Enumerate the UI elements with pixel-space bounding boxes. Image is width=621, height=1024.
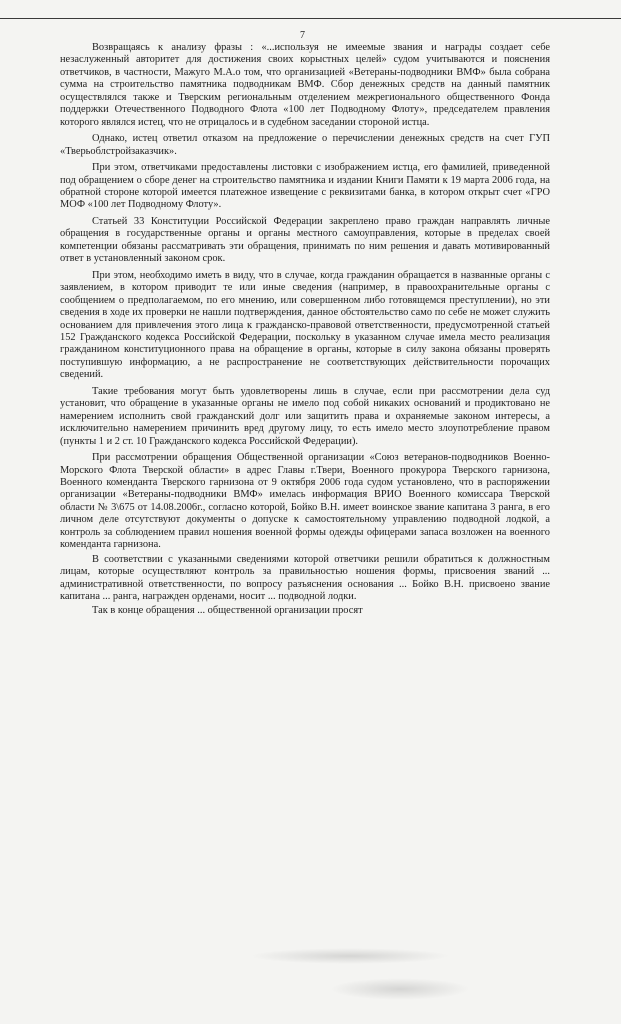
scan-smudge (250, 948, 450, 964)
page-number: 7 (300, 30, 305, 41)
document-body (60, 42, 550, 620)
paragraph-requirements: Такие требования могут быть удовлетворены лишь в случае, если при рассмотрении дела суд установит, что обращение в указанные органы не имело под собой никаких оснований и продиктовано не намерением исполнить свой гражданский долг или защитить права и охраняемые законом интересы, а исключительно намерением причинить вред другому лицу, то есть имело место злоупотребление правом (пункты 1 и 2 ст. 10 Гражданского кодекса Российской Федерации). (60, 385, 550, 447)
paragraph-phrase-analysis: Возвращаясь к анализу фразы : «...используя не имеемые звания и награды создает себе незаслуженный авторитет для достижения своих корыстных целей» судом учитываются и пояснения ответчиков, в частности, Мажуго М.А.о том, что организацией «Ветераны-подводники ВМФ» была собрана сумма на строительство памятника подводникам ВМФ. Сбор денежных средств на данный памятник осуществлялся также и Тверским региональным отделением межрегионального общественного Фонда поддержки Отечественного Подводного Флота «100 лет Подводному Флоту», председателем правления которого являлся истец, что не отрицалось и в судебном заседании стороной истца. (60, 42, 550, 128)
paragraph-leaflets: При этом, ответчиками предоставлены листовки с изображением истца, его фамилией, приведенной под обращением о сборе денег на строительство памятника и издании Книги Памяти к 19 марта 2006 года, на обратной стороне которой имеется платежное извещение с реквизитами банка, в котором открыт счет «ГРО МОФ «100 лет Подводному Флоту». (60, 162, 550, 211)
paragraph-refusal: Однако, истец ответил отказом на предложение о перечислении денежных средств на счет ГУП «Тверьоблстройзаказчик». (60, 133, 550, 157)
paragraph-citizen-appeal: При этом, необходимо иметь в виду, что в случае, когда гражданин обращается в названные органы с заявлением, в котором приводит те или иные сведения (например, в правоохранительные органы с сообщением о предполагаемом, по его мнению, или совершенном либо готовящемся преступлении), но эти сведения в ходе их проверки не нашли подтверждения, данное обстоятельство само по себе не может служить основанием для привлечения этого лица к гражданско-правовой ответственности, предусмотренной статьей 152 Гражданского кодекса Российской Федерации, поскольку в указанном случае имела место реализация гражданином конституционного права на обращение в органы, которые в силу закона обязаны проверять поступившую информацию, а не распространение не соответствующих действительности порочащих сведений. (60, 269, 550, 381)
scan-smudge (330, 978, 470, 1000)
paragraph-conclusion: Так в конце обращения ... общественной организации просят (92, 605, 363, 617)
scan-edge-line (0, 18, 621, 19)
paragraph-accordance: В соответствии с указанными сведениями которой ответчики решили обратиться к должностным лицам, которые осуществляют контроль за правильностью ношения формы, присвоения званий ... административной ответственности, по вопросу разъяснения основания ... Бойко В.Н. присвоено звание капитана ... ранга, награжден орденами, носит ... подводной лодки. (60, 553, 550, 603)
paragraph-organization-appeal: При рассмотрении обращения Общественной организации «Союз ветеранов-подводников Военно-Морского Флота Тверской области» в адрес Главы г.Твери, Военного прокурора Тверского гарнизона, Военного коменданта Тверского гарнизона от 9 октября 2006 года судом установлено, что в распоряжении организации «Ветераны-подводники ВМФ» имелась информация ВРИО Военного комиссара Тверской области № 3\675 от 14.08.2006г., согласно которой, Бойко В.Н. имеет воинское звание капитана 3 ранга, в его личном деле отсутствуют документы о допуске к самостоятельному управлению подводной лодкой, а контроль за соблюдением правил ношения военной формы одежды офицерами запаса возложен на военного коменданта гарнизона. (60, 452, 550, 551)
paragraph-constitution: Статьей 33 Конституции Российской Федерации закреплено право граждан направлять личные обращения в государственные органы и органы местного самоуправления, которые в пределах своей компетенции обязаны рассматривать эти обращения, принимать по ним решения и давать мотивированный ответ в установленный законом срок. (60, 215, 550, 265)
